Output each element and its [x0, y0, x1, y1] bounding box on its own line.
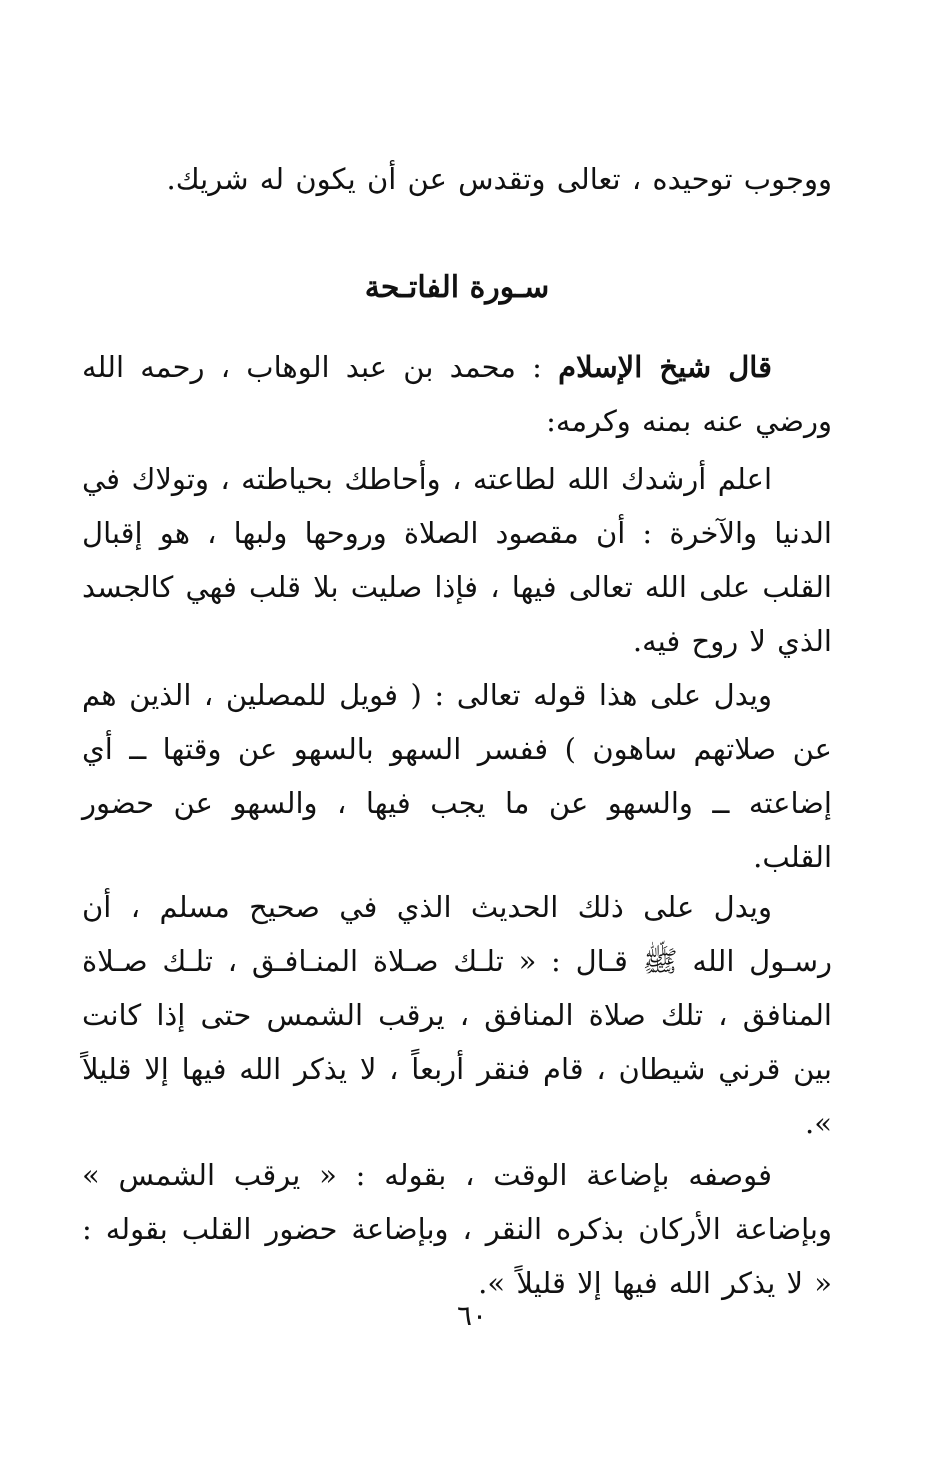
page-number: ٦٠: [456, 1299, 488, 1332]
attribution-rest: : محمد بن عبد الوهاب ، رحمه الله ورضي عنه بمنه وكرمه:: [82, 350, 832, 438]
attribution-lead: قال شيخ الإسلام: [558, 350, 772, 384]
paragraph-2: ويدل على هذا قوله تعالى : ( فويل للمصلين ، الذين هم عن صلاتهم ساهون ) ففسر السهو بالسهو عن وقتها ــ أي إضاعته ــ والسهو عن ما يجب فيها ، والسهو عن حضور القلب.: [82, 678, 832, 874]
paragraph-1: اعلم أرشدك الله لطاعته ، وأحاطك بحياطته ، وتولاك في الدنيا والآخرة : أن مقصود الصلاة وروحها ولبها ، هو إقبال القلب على الله تعالى فيها ، فإذا صليت بلا قلب فهي كالجسد الذي لا روح فيه.: [82, 462, 832, 658]
chapter-title: سـورة الفاتـحة: [364, 270, 550, 305]
paragraph-3: ويدل على ذلك الحديث الذي في صحيح مسلم ، أن رسـول الله ﷺ قـال : « تلـك صـلاة المنـافـق ، تلـك صـلاة المنافق ، تلك صلاة المنافق ، يرقب الشمس حتى إذا كانت بين قرني شيطان ، قام فنقر أربعاً ، لا يذكر الله فيها إلا قليلاً ».: [82, 890, 832, 1140]
paragraph-4: فوصفه بإضاعة الوقت ، بقوله : « يرقب الشمس » وبإضاعة الأركان بذكره النقر ، وبإضاعة حضور القلب بقوله : « لا يذكر الله فيها إلا قليلاً ».: [82, 1158, 832, 1300]
intro-line: ووجوب توحيده ، تعالى وتقدس عن أن يكون له شريك.: [166, 162, 832, 196]
paragraph-attribution: [82, 340, 832, 448]
